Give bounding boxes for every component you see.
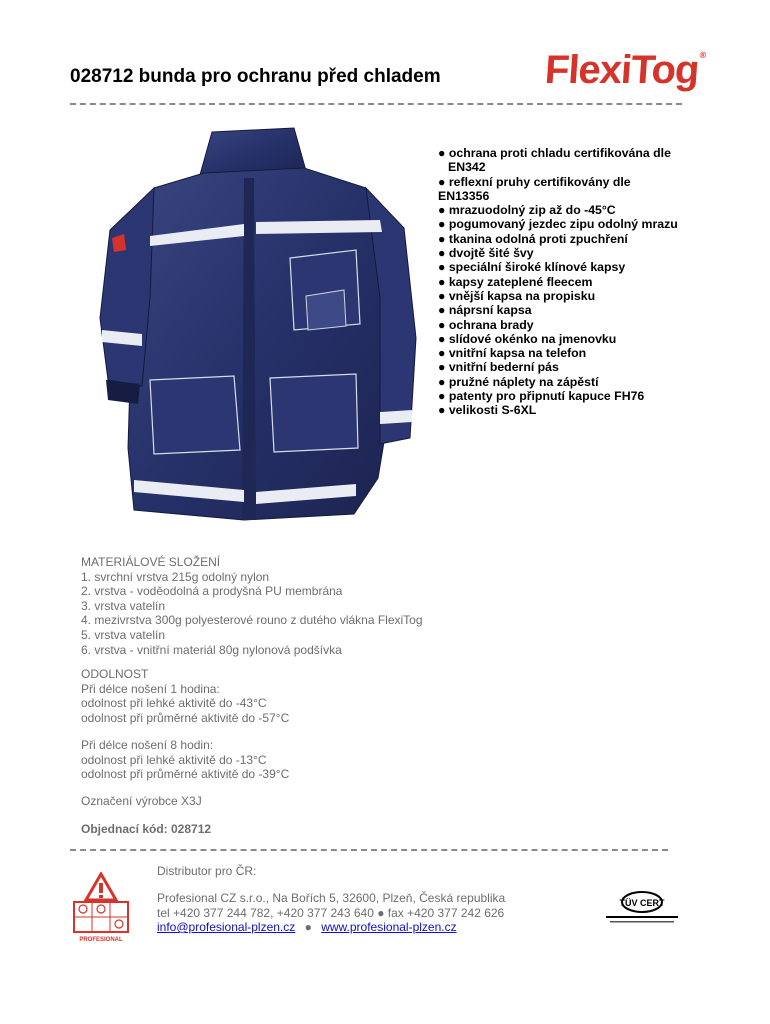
materials-section	[81, 555, 681, 657]
resistance-8h-section	[81, 738, 681, 782]
feature-item: ● mrazuodolný zip až do -45°C	[438, 203, 616, 218]
feature-item: ● pogumovaný jezdec zipu odolný mrazu	[438, 217, 678, 232]
page-title: 028712 bunda pro ochranu před chladem	[70, 66, 441, 87]
flexitog-logo	[543, 48, 705, 93]
profesional-logo	[68, 872, 134, 944]
footer-divider	[70, 849, 668, 851]
feature-item: ● dvojtě šité švy	[438, 246, 534, 261]
resistance-section	[81, 667, 681, 725]
manufacturer-code: Označení výrobce X3J	[81, 794, 202, 808]
distributor-address: Profesional CZ s.r.o., Na Bořích 5, 32600, Plzeň, Česká republika	[157, 891, 506, 905]
material-item: 1. svrchní vrstva 215g odolný nylon	[81, 569, 270, 584]
feature-item: ● slídové okénko na jmenovku	[438, 331, 617, 346]
website-link[interactable]: www.profesional-plzen.cz	[321, 920, 457, 934]
feature-item: ● náprsní kapsa	[438, 303, 532, 318]
resistance-line: odolnost při lehké aktivitě do -43°C	[81, 696, 267, 711]
feature-item: ● patenty pro připnutí kapuce FH76	[438, 389, 645, 404]
tuv-cert-text: TÜV CERT	[619, 898, 665, 908]
resistance-line: odolnost při lehké aktivitě do -13°C	[81, 752, 267, 767]
feature-item: ● vnitřní bederní pás	[438, 360, 559, 375]
feature-item: EN342	[448, 160, 486, 175]
feature-item: ● speciální široké klínové kapsy	[438, 260, 626, 275]
feature-item: ● tkanina odolná proti zpuchření	[438, 231, 628, 246]
feature-item: ● ochrana proti chladu certifikována dle	[438, 146, 671, 160]
feature-item: ● vnitřní kapsa na telefon	[438, 346, 587, 361]
feature-item: ● vnější kapsa na propisku	[438, 288, 596, 303]
material-item: 2. vrstva - voděodolná a prodyšná PU membrána	[81, 584, 343, 599]
distributor-phones: tel +420 377 244 782, +420 377 243 640 ● fax +420 377 242 626	[157, 906, 505, 920]
resistance-line: Při délce nošení 8 hodin:	[81, 738, 214, 752]
feature-item: ● velikosti S-6XL	[438, 403, 537, 418]
materials-heading: MATERIÁLOVÉ SLOŽENÍ	[81, 555, 221, 569]
profesional-logo-text: PROFESIONAL	[79, 937, 123, 943]
feature-item: ● pružné náplety na zápěstí	[438, 374, 599, 389]
order-code: Objednací kód: 028712	[81, 822, 212, 836]
brand-name: FlexiTog	[543, 48, 701, 92]
feature-list	[438, 146, 738, 418]
tuv-cert-logo	[598, 888, 686, 930]
material-item: 5. vrstva vatelín	[81, 627, 166, 642]
registered-mark: ®	[699, 50, 706, 60]
feature-item: ● ochrana brady	[438, 317, 534, 332]
email-link[interactable]: info@profesional-plzen.cz	[157, 920, 296, 934]
distributor-label: Distributor pro ČR:	[157, 864, 257, 878]
feature-item: ● reflexní pruhy certifikovány dle	[438, 174, 631, 189]
header-divider	[70, 103, 682, 105]
material-item: 4. mezivrstva 300g polyesterové rouno z dutého vlákna FlexiTog	[81, 613, 423, 628]
resistance-line: Při délce nošení 1 hodina:	[81, 681, 220, 696]
feature-item: ● kapsy zateplené fleecem	[438, 274, 593, 289]
material-item: 6. vrstva - vnitřní materiál 80g nylonová podšívka	[81, 642, 342, 657]
resistance-line: odolnost při průměrné aktivitě do -57°C	[81, 710, 290, 725]
link-separator: ●	[304, 920, 312, 934]
jacket-image	[94, 118, 424, 528]
feature-item: EN13356	[438, 188, 490, 203]
material-item: 3. vrstva vatelín	[81, 598, 166, 613]
resistance-heading: ODOLNOST	[81, 667, 149, 681]
resistance-line: odolnost při průměrné aktivitě do -39°C	[81, 767, 290, 782]
